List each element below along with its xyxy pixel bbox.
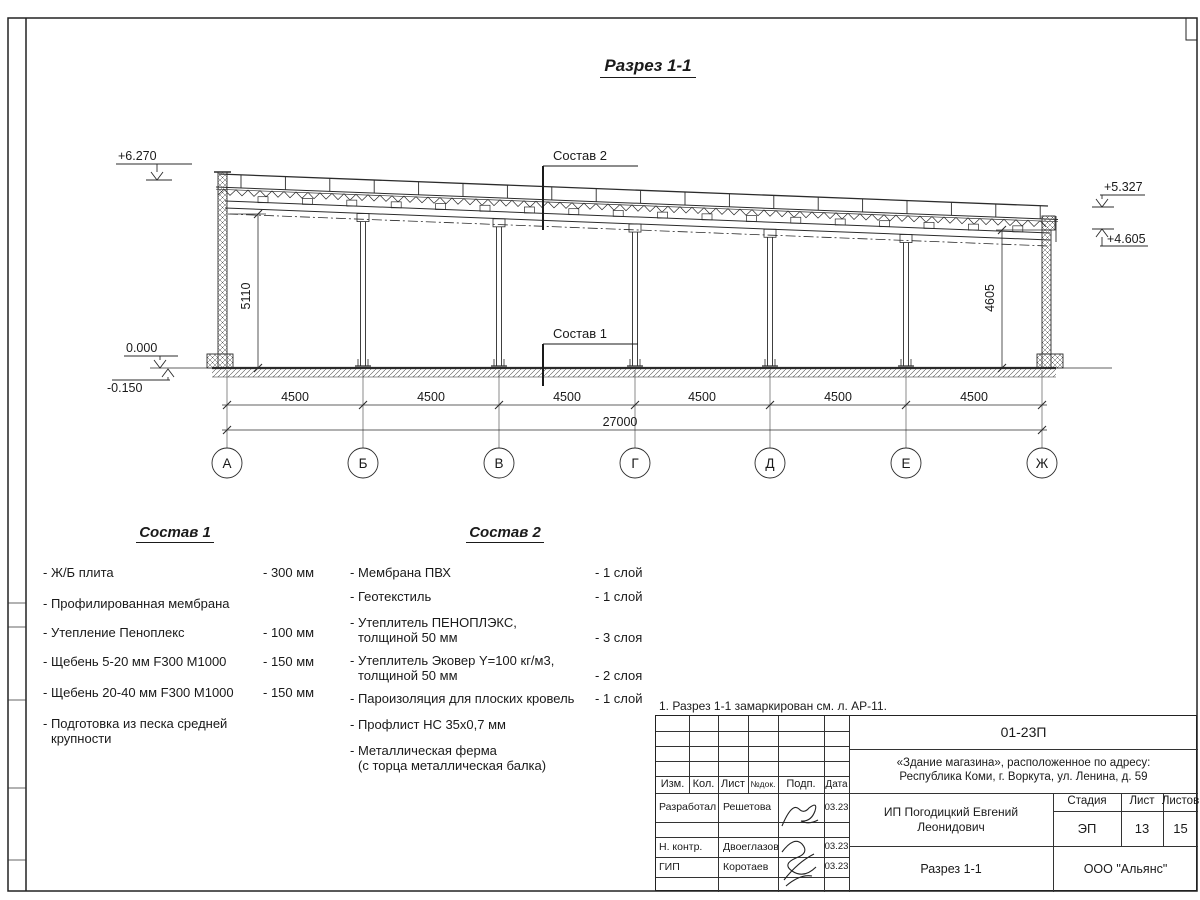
composition2-ref: Состав 2 xyxy=(553,148,607,163)
tb-col-podp: Подп. xyxy=(786,777,816,790)
building-section xyxy=(150,172,1112,448)
list-item: - Утеплитель ПЕНОПЛЭКС, толщиной 50 мм - 3 слоя xyxy=(350,615,643,645)
tb-role: Разработал xyxy=(659,801,717,814)
tb-col-data: Дата xyxy=(825,778,848,790)
span-dim: 4500 xyxy=(417,390,445,404)
list-item: - Подготовка из песка средней крупности xyxy=(43,716,228,746)
list-item: - Профлист НС 35х0,7 мм xyxy=(350,717,506,732)
tb-sheets-total: 15 xyxy=(1173,820,1188,836)
tb-role: ГИП xyxy=(659,860,680,873)
composition2-heading: Состав 2 xyxy=(420,524,590,541)
list-item: - Мембрана ПВХ - 1 слой xyxy=(350,565,643,580)
elevation-right-lower: +4.605 xyxy=(1107,232,1146,246)
title-block xyxy=(655,715,1200,891)
svg-text:Д: Д xyxy=(765,456,775,471)
tb-role: Н. контр. xyxy=(659,840,703,853)
composition-ref-texts xyxy=(553,148,607,341)
list-item: - Утепление Пеноплекс - 100 мм xyxy=(43,625,315,640)
svg-text:Б: Б xyxy=(358,456,368,471)
tb-date: 03.23 xyxy=(824,841,849,853)
total-dim: 27000 xyxy=(602,415,638,429)
svg-text:В: В xyxy=(494,456,504,471)
left-margin-cells xyxy=(8,603,26,860)
elevation-zero: 0.000 xyxy=(126,341,158,355)
tb-col-ndoc: №док. xyxy=(750,779,776,790)
drawing-title: Разрез 1-1 xyxy=(558,56,738,76)
svg-text:А: А xyxy=(222,456,232,471)
list-item: - Ж/Б плита - 300 мм xyxy=(43,565,315,580)
span-dim: 4500 xyxy=(960,390,988,404)
axis-letters xyxy=(222,456,1048,471)
sheet-note: 1. Разрез 1-1 замаркирован см. л. АР-11. xyxy=(659,699,887,713)
list-item: - Утеплитель Эковер Y=100 кг/м3, толщиной 50 мм - 2 слоя xyxy=(350,653,643,683)
list-item: - Пароизоляция для плоских кровель - 1 слой xyxy=(350,691,643,706)
tb-company: ООО "Альянс" xyxy=(1083,861,1168,876)
tb-sheet-label: Лист xyxy=(1129,795,1155,808)
tb-object: «Здание магазина», расположенное по адресу: Республика Коми, г. Воркута, ул. Ленина, д. 59 xyxy=(896,757,1151,783)
svg-text:Ж: Ж xyxy=(1035,456,1049,471)
tb-name: Решетова xyxy=(723,801,772,814)
elevation-below-zero: -0.150 xyxy=(107,381,143,395)
list-item: - Профилированная мембрана xyxy=(43,596,230,611)
elevation-texts xyxy=(107,149,1146,395)
tb-sheet-number: 13 xyxy=(1134,820,1150,836)
list-item: - Металлическая ферма (с торца металлическая балка) xyxy=(350,743,547,773)
tb-doc-number: 01-23П xyxy=(1000,724,1047,741)
tb-stage-label: Стадия xyxy=(1067,795,1107,808)
left-height-dim: 5110 xyxy=(239,282,253,310)
list-item: - Щебень 5-20 мм F300 М1000 - 150 мм xyxy=(43,654,315,669)
tb-name: Коротаев xyxy=(723,860,769,873)
tb-client: ИП Погодицкий Евгений Леонидович xyxy=(883,805,1019,834)
tb-col-izm: Изм. xyxy=(660,777,685,790)
signature-razrabotal xyxy=(778,796,824,839)
right-height-dim: 4605 xyxy=(983,284,997,312)
dimensions xyxy=(222,210,1047,434)
elevation-right-upper: +5.327 xyxy=(1104,180,1143,194)
span-dim: 4500 xyxy=(553,390,581,404)
dimension-texts xyxy=(239,283,997,429)
svg-text:Е: Е xyxy=(901,456,911,471)
composition1-heading: Состав 1 xyxy=(90,524,260,541)
span-dim: 4500 xyxy=(824,390,852,404)
tb-stage-value: ЭП xyxy=(1077,820,1097,836)
composition1-ref: Состав 1 xyxy=(553,326,607,341)
elevation-top-left: +6.270 xyxy=(118,149,157,163)
tb-col-kol: Кол. xyxy=(692,777,715,790)
tb-date: 03.23 xyxy=(824,801,849,813)
signature-gip xyxy=(776,834,826,893)
list-item: - Щебень 20-40 мм F300 М1000 - 150 мм xyxy=(43,685,315,700)
tb-col-list: Лист xyxy=(721,777,745,790)
tb-sheet-name: Разрез 1-1 xyxy=(920,861,982,876)
composition-leaders xyxy=(543,166,638,386)
svg-text:Г: Г xyxy=(631,456,639,471)
tb-name: Двоеглазов xyxy=(723,840,779,853)
list-item: - Геотекстиль - 1 слой xyxy=(350,589,643,604)
tb-date: 03.23 xyxy=(824,861,849,873)
span-dim: 4500 xyxy=(688,390,716,404)
span-dim: 4500 xyxy=(281,390,309,404)
tb-sheets-label: Листов xyxy=(1161,795,1200,808)
